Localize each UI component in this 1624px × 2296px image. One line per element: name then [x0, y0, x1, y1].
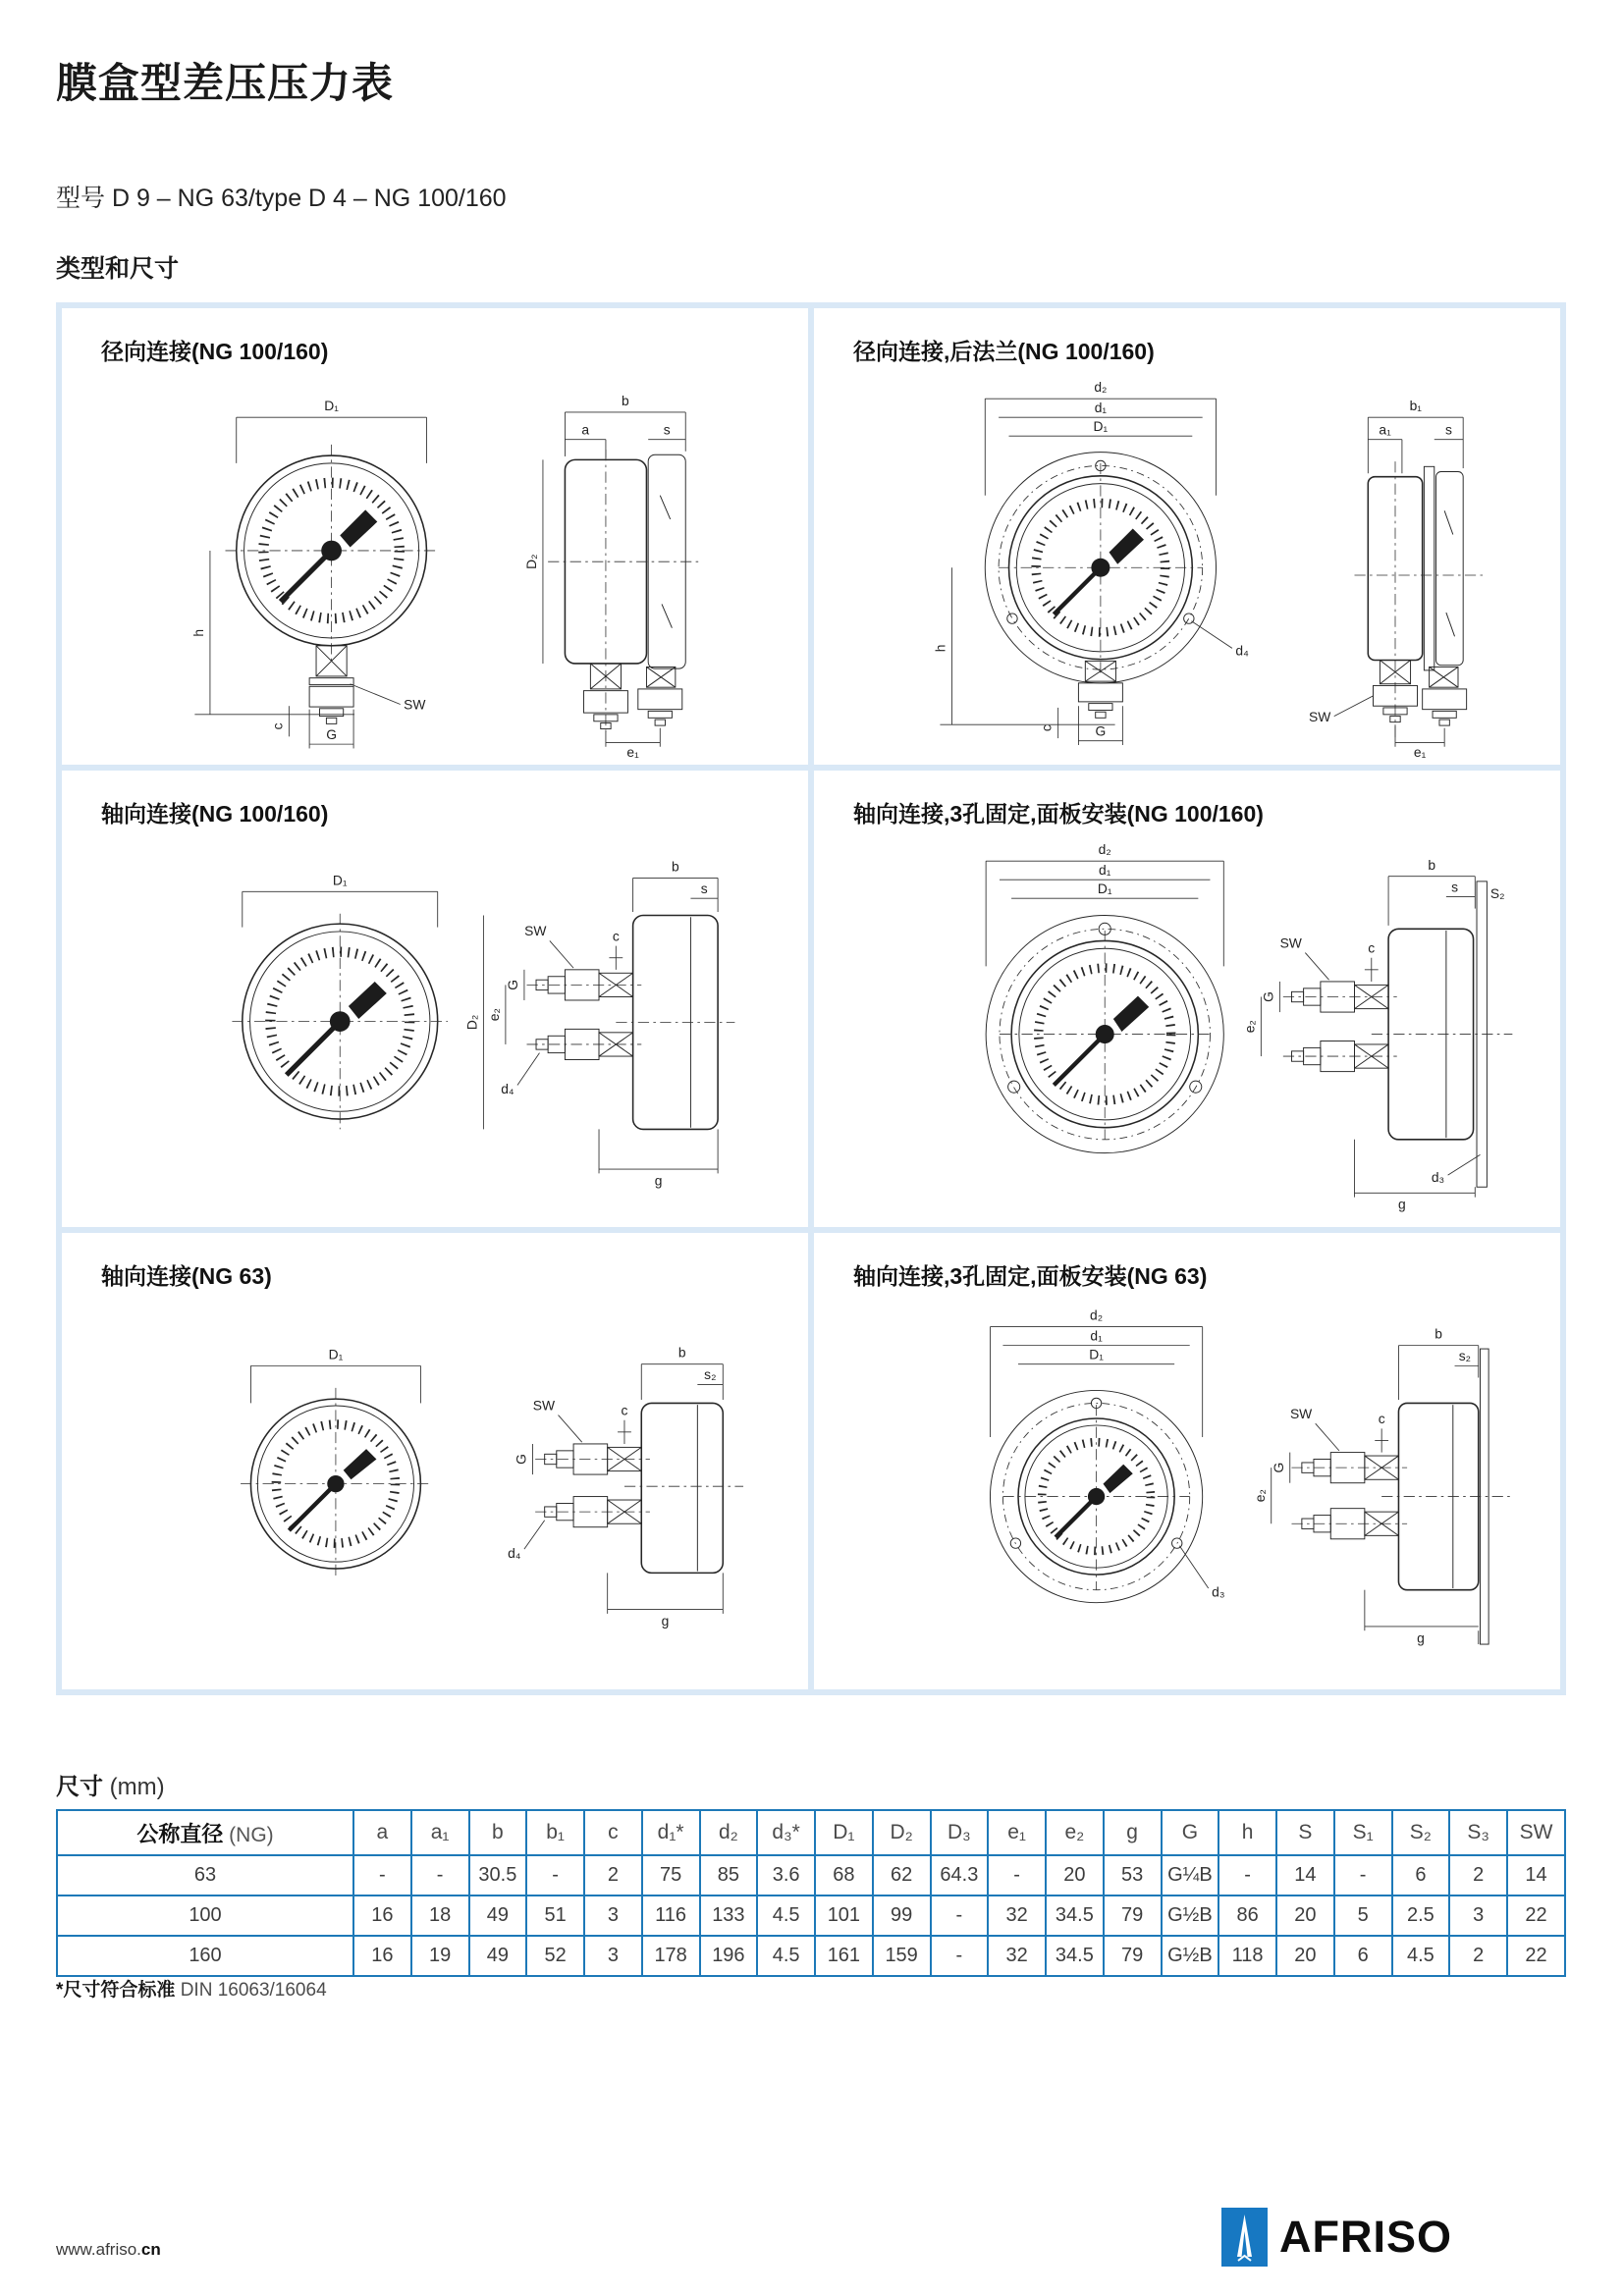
dim-label: b — [1428, 856, 1436, 873]
cell-value: 68 — [815, 1855, 873, 1896]
col-header: d₂ — [700, 1810, 758, 1855]
cell-value: 32 — [988, 1936, 1046, 1976]
footer-website-link[interactable] — [56, 2240, 161, 2260]
drawing-grid — [56, 302, 1566, 1695]
dim-label: D₁ — [1089, 1346, 1104, 1362]
dim-table-header-row — [57, 1810, 1565, 1855]
col-header: g — [1104, 1810, 1162, 1855]
dim-label: SW — [532, 1397, 556, 1414]
cell-value: 3.6 — [757, 1855, 815, 1896]
col-header: SW — [1507, 1810, 1565, 1855]
cell-value: - — [353, 1855, 411, 1896]
drawing-axial-panelmount-ng63 — [853, 1293, 1560, 1683]
dim-label: d₁ — [1090, 1327, 1103, 1344]
dim-label: D₂ — [463, 1014, 480, 1031]
dim-label: c — [1378, 1411, 1385, 1427]
panel-radial-ng100 — [62, 308, 808, 765]
cell-value: 34.5 — [1046, 1936, 1104, 1976]
col-header: G — [1162, 1810, 1219, 1855]
cell-value: 53 — [1104, 1855, 1162, 1896]
panel-title: 径向连接,后法兰(NG 100/160) — [853, 339, 1155, 364]
drawing-radial-ng100 — [101, 368, 808, 759]
dim-label: SW — [1308, 708, 1331, 724]
cell-value: 16 — [353, 1896, 411, 1936]
dim-label: d₃ — [1431, 1169, 1445, 1186]
footer-url-tld: cn — [140, 2240, 161, 2259]
dim-label: g — [1417, 1629, 1425, 1646]
cell-value: 2 — [584, 1855, 642, 1896]
cell-value: 196 — [700, 1936, 758, 1976]
col-header: d₁* — [642, 1810, 700, 1855]
drawing-axial-ng63 — [101, 1293, 808, 1683]
dim-label: s — [1445, 421, 1452, 438]
cell-value: - — [988, 1855, 1046, 1896]
dimensions-table — [56, 1809, 1566, 1977]
front-view — [986, 841, 1223, 1152]
table-footnote — [56, 1975, 327, 2002]
side-view — [1241, 857, 1512, 1212]
dim-label: e₂ — [485, 1008, 502, 1022]
dim-label: a — [581, 421, 590, 438]
front-view — [190, 398, 438, 748]
dim-label: D₁ — [324, 398, 339, 414]
footnote-standard: DIN 16063/16064 — [180, 1980, 327, 2001]
dims-heading-unit: (mm) — [109, 1774, 165, 1800]
front-view — [990, 1308, 1224, 1603]
dim-label: G — [1260, 991, 1276, 1002]
cell-value: 34.5 — [1046, 1896, 1104, 1936]
cell-value: 30.5 — [469, 1855, 527, 1896]
cell-value: 118 — [1218, 1936, 1276, 1976]
cell-value: - — [526, 1855, 584, 1896]
table-row — [57, 1936, 1565, 1976]
cell-value: 51 — [526, 1896, 584, 1936]
dim-label: D₁ — [1097, 880, 1112, 896]
panel-title: 径向连接(NG 100/160) — [101, 339, 329, 364]
dim-label: G — [504, 980, 520, 990]
panel-title: 轴向连接,3孔固定,面板安装(NG 100/160) — [853, 801, 1264, 827]
dim-label: c — [1368, 939, 1376, 956]
cell-value: - — [931, 1936, 989, 1976]
dim-label: e₁ — [1413, 744, 1427, 759]
panel-axial-panelmount-ng100 — [814, 771, 1560, 1227]
brand-wordmark: AFRISO — [1279, 2212, 1453, 2262]
cell-value: 18 — [411, 1896, 469, 1936]
col-header: e₂ — [1046, 1810, 1104, 1855]
model-subtitle: 型号 D 9 – NG 63/type D 4 – NG 100/160 — [56, 185, 507, 212]
cell-value: 14 — [1507, 1855, 1565, 1896]
dim-label: b — [677, 1344, 686, 1361]
cell-value: 161 — [815, 1936, 873, 1976]
side-view — [1309, 398, 1487, 759]
col-header-nominal-diameter: 公称直径 (NG) — [57, 1810, 353, 1855]
cell-value: 2.5 — [1392, 1896, 1450, 1936]
col-header: h — [1218, 1810, 1276, 1855]
dim-label: b — [1435, 1325, 1442, 1342]
cell-value: 3 — [584, 1936, 642, 1976]
cell-value: 6 — [1392, 1855, 1450, 1896]
cell-nominal-diameter: 160 — [57, 1936, 353, 1976]
cell-value: 178 — [642, 1936, 700, 1976]
cell-value: 79 — [1104, 1936, 1162, 1976]
dim-label: s₂ — [704, 1366, 717, 1383]
dim-label: c — [612, 928, 620, 944]
dim-label: e₂ — [1251, 1489, 1268, 1503]
cell-value: 20 — [1276, 1936, 1334, 1976]
dim-label: b — [621, 393, 629, 409]
section-heading-types: 类型和尺寸 — [56, 255, 180, 283]
dim-label: g — [654, 1172, 663, 1189]
cell-value: 22 — [1507, 1936, 1565, 1976]
panel-axial-panelmount-ng63 — [814, 1233, 1560, 1689]
afriso-logo-icon — [1221, 2208, 1268, 2267]
cell-value: 3 — [584, 1896, 642, 1936]
col-header: S₃ — [1449, 1810, 1507, 1855]
cell-nominal-diameter: 63 — [57, 1855, 353, 1896]
cell-value: G½B — [1162, 1936, 1219, 1976]
dim-label: d₂ — [1090, 1307, 1104, 1323]
cell-value: G½B — [1162, 1896, 1219, 1936]
dim-label: d₄ — [508, 1544, 521, 1561]
cell-value: 101 — [815, 1896, 873, 1936]
cell-value: 52 — [526, 1936, 584, 1976]
cell-value: 4.5 — [1392, 1936, 1450, 1976]
dims-heading-label: 尺寸 — [56, 1774, 103, 1800]
dim-label: c — [621, 1402, 628, 1418]
cell-value: G¼B — [1162, 1855, 1219, 1896]
panel-radial-flange-ng100 — [814, 308, 1560, 765]
cell-value: 86 — [1218, 1896, 1276, 1936]
side-view — [523, 393, 701, 759]
cell-value: 2 — [1449, 1936, 1507, 1976]
panel-axial-ng100 — [62, 771, 808, 1227]
drawing-axial-ng100 — [101, 830, 808, 1221]
panel-title: 轴向连接(NG 100/160) — [101, 801, 329, 827]
cell-value: 16 — [353, 1936, 411, 1976]
side-view — [463, 859, 734, 1189]
table-row — [57, 1855, 1565, 1896]
dim-table-body — [57, 1855, 1565, 1976]
dim-label: d₄ — [1235, 642, 1249, 659]
cell-value: 133 — [700, 1896, 758, 1936]
dim-label: g — [1398, 1196, 1406, 1212]
dim-label: SW — [524, 923, 547, 939]
col-header: e₁ — [988, 1810, 1046, 1855]
dim-label: c — [269, 722, 286, 730]
dim-label: e₂ — [1241, 1020, 1258, 1034]
col-header: c — [584, 1810, 642, 1855]
dim-label: c — [1038, 724, 1055, 732]
dim-label: G — [1270, 1462, 1286, 1473]
dim-label: g — [661, 1613, 670, 1629]
col-header: S — [1276, 1810, 1334, 1855]
cell-value: 5 — [1334, 1896, 1392, 1936]
dim-label: G — [1095, 722, 1107, 739]
front-view — [933, 379, 1249, 745]
panel-title: 轴向连接(NG 63) — [101, 1263, 272, 1289]
cell-value: 4.5 — [757, 1896, 815, 1936]
col-header: D₂ — [873, 1810, 931, 1855]
dim-label: s — [663, 421, 671, 438]
dim-label: d₃ — [1212, 1583, 1225, 1600]
dim-label: s — [700, 880, 708, 896]
cell-value: 32 — [988, 1896, 1046, 1936]
cell-value: 14 — [1276, 1855, 1334, 1896]
col-header: a — [353, 1810, 411, 1855]
cell-value: - — [1218, 1855, 1276, 1896]
col-header: S₁ — [1334, 1810, 1392, 1855]
cell-value: 20 — [1276, 1896, 1334, 1936]
col-header: b — [469, 1810, 527, 1855]
dim-label: d₁ — [1099, 861, 1111, 878]
col-header: d₃* — [757, 1810, 815, 1855]
cell-value: 20 — [1046, 1855, 1104, 1896]
dim-label: SW — [404, 696, 426, 713]
dim-label: G — [513, 1454, 529, 1465]
dim-label: s — [1451, 879, 1458, 895]
dim-label: D₂ — [523, 554, 540, 569]
cell-value: 79 — [1104, 1896, 1162, 1936]
dim-label: d₄ — [501, 1081, 514, 1097]
dim-label: D₁ — [332, 872, 348, 888]
dim-label: SW — [1279, 934, 1302, 951]
col-header: b₁ — [526, 1810, 584, 1855]
dim-label: e₁ — [626, 744, 639, 759]
cell-value: - — [931, 1896, 989, 1936]
dims-heading — [56, 1767, 165, 1801]
col-header: D₁ — [815, 1810, 873, 1855]
cell-value: 22 — [1507, 1896, 1565, 1936]
side-view — [508, 1345, 743, 1629]
cell-value: 116 — [642, 1896, 700, 1936]
cell-value: 159 — [873, 1936, 931, 1976]
cell-value: 49 — [469, 1936, 527, 1976]
footer-url-host: www.afriso. — [56, 2240, 141, 2259]
dim-label: h — [932, 644, 948, 653]
page-title: 膜盒型差压压力表 — [56, 60, 395, 106]
col-header: a₁ — [411, 1810, 469, 1855]
cell-value: 62 — [873, 1855, 931, 1896]
dim-label: b₁ — [1409, 398, 1422, 414]
dim-label: G — [326, 725, 337, 742]
cell-value: 4.5 — [757, 1936, 815, 1976]
cell-value: 3 — [1449, 1896, 1507, 1936]
dim-label: D₁ — [1093, 417, 1109, 434]
dim-label: S₂ — [1489, 885, 1505, 902]
dim-label: s₂ — [1458, 1348, 1472, 1364]
col-header: S₂ — [1392, 1810, 1450, 1855]
panel-title: 轴向连接,3孔固定,面板安装(NG 63) — [853, 1263, 1208, 1289]
front-view — [232, 872, 448, 1129]
dim-label: a₁ — [1379, 421, 1391, 438]
col-header: D₃ — [931, 1810, 989, 1855]
front-view — [241, 1346, 431, 1579]
cell-value: - — [1334, 1855, 1392, 1896]
dim-label: SW — [1289, 1405, 1313, 1421]
brand-logo — [1221, 2208, 1452, 2267]
cell-value: - — [411, 1855, 469, 1896]
cell-value: 6 — [1334, 1936, 1392, 1976]
side-view — [1252, 1326, 1513, 1646]
cell-value: 99 — [873, 1896, 931, 1936]
drawing-radial-flange-ng100 — [853, 368, 1560, 759]
cell-value: 19 — [411, 1936, 469, 1976]
cell-value: 85 — [700, 1855, 758, 1896]
cell-value: 64.3 — [931, 1855, 989, 1896]
dim-label: d₁ — [1094, 399, 1108, 415]
drawing-axial-panelmount-ng100 — [853, 830, 1560, 1221]
dim-label: d₂ — [1094, 379, 1108, 396]
footnote-bold: *尺寸符合标准 — [56, 1980, 176, 2001]
cell-nominal-diameter: 100 — [57, 1896, 353, 1936]
dim-label: d₂ — [1098, 841, 1111, 858]
cell-value: 75 — [642, 1855, 700, 1896]
panel-axial-ng63 — [62, 1233, 808, 1689]
dim-label: D₁ — [328, 1346, 344, 1362]
cell-value: 2 — [1449, 1855, 1507, 1896]
table-row — [57, 1896, 1565, 1936]
dim-label: b — [672, 858, 679, 875]
cell-value: 49 — [469, 1896, 527, 1936]
dim-label: h — [190, 628, 207, 637]
